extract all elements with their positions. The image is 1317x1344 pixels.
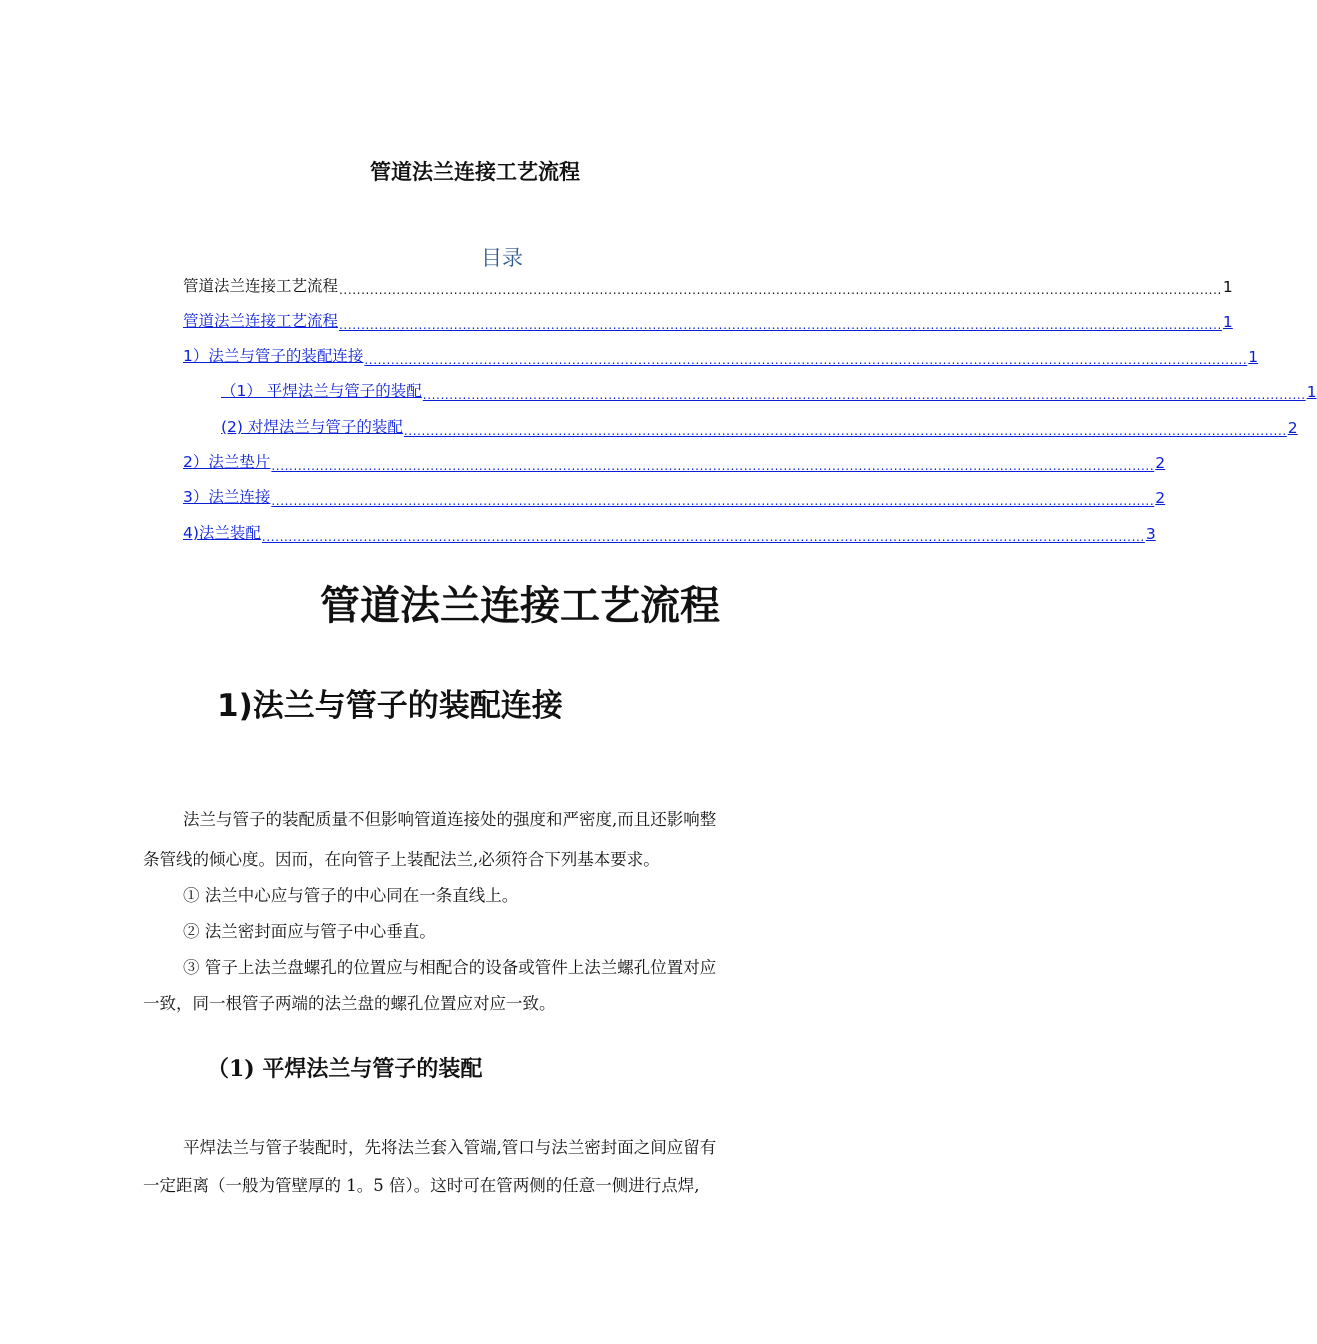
paragraph-line: 法兰与管子的装配质量不但影响管道连接处的强度和严密度,而且还影响整 xyxy=(183,810,717,829)
requirement-item: ③ 管子上法兰盘螺孔的位置应与相配合的设备或管件上法兰螺孔位置对应 xyxy=(183,958,717,977)
toc-entry-page: 1 xyxy=(1222,278,1233,296)
toc-leader-dots: ........................................................................................................................................................................................................ xyxy=(422,388,1306,402)
paragraph-line: 一致，同一根管子两端的法兰盘的螺孔位置应对应一致。 xyxy=(143,994,556,1013)
toc-link-main-title[interactable] xyxy=(183,307,1233,332)
main-title: 管道法兰连接工艺流程 xyxy=(320,583,720,629)
toc-entry-label: 管道法兰连接工艺流程 xyxy=(183,277,339,295)
toc-leader-dots: ........................................................................................................................................................................................................ xyxy=(364,353,1248,367)
toc-entry-page: 1 xyxy=(1306,383,1317,401)
toc-link-subsection-2[interactable] xyxy=(221,413,1298,438)
toc-link-subsection-1[interactable] xyxy=(221,377,1317,402)
requirement-item: ② 法兰密封面应与管子中心垂直。 xyxy=(183,922,436,941)
section-heading-1: 1)法兰与管子的装配连接 xyxy=(217,688,563,724)
subsection-heading-1: （1) 平焊法兰与管子的装配 xyxy=(207,1056,483,1082)
toc-heading: 目录 xyxy=(481,246,523,270)
toc-link-section-1[interactable] xyxy=(183,342,1259,367)
toc-entry-label: 3）法兰连接 xyxy=(183,488,271,506)
requirement-item: ① 法兰中心应与管子的中心同在一条直线上。 xyxy=(183,886,519,905)
toc-entry-label: （1） 平焊法兰与管子的装配 xyxy=(221,382,422,400)
paragraph-line: 平焊法兰与管子装配时，先将法兰套入管端,管口与法兰密封面之间应留有 xyxy=(183,1138,717,1157)
toc-entry-page: 2 xyxy=(1155,454,1166,472)
paragraph-line: 一定距离（一般为管壁厚的 1。5 倍）。这时可在管两侧的任意一侧进行点焊, xyxy=(143,1176,700,1195)
toc-entry-page: 3 xyxy=(1145,525,1156,543)
toc-link-section-3[interactable] xyxy=(183,483,1166,508)
toc-entry-page: 2 xyxy=(1287,419,1298,437)
toc-entry-label: 2）法兰垫片 xyxy=(183,453,271,471)
toc-leader-dots: ........................................................................................................................................................................................................ xyxy=(339,283,1222,297)
toc-leader-dots: ........................................................................................................................................................................................................ xyxy=(271,459,1155,473)
toc-link-section-4[interactable] xyxy=(183,519,1156,544)
toc-entry-label: (2) 对焊法兰与管子的装配 xyxy=(221,418,403,436)
toc-leader-dots: ........................................................................................................................................................................................................ xyxy=(339,318,1222,332)
toc-entry-page: 2 xyxy=(1155,489,1166,507)
toc-link-section-2[interactable] xyxy=(183,448,1166,473)
paragraph-line: 条管线的倾心度。因而，在向管子上装配法兰,必须符合下列基本要求。 xyxy=(143,850,660,869)
toc-entry-page: 1 xyxy=(1222,313,1233,331)
toc-leader-dots: ........................................................................................................................................................................................................ xyxy=(261,530,1145,544)
toc-leader-dots: ........................................................................................................................................................................................................ xyxy=(271,494,1155,508)
toc-entry-label: 4)法兰装配 xyxy=(183,524,261,542)
toc-leader-dots: ........................................................................................................................................................................................................ xyxy=(403,424,1287,438)
toc-entry-page: 1 xyxy=(1248,348,1259,366)
toc-entry-label: 管道法兰连接工艺流程 xyxy=(183,312,339,330)
toc-entry-label: 1）法兰与管子的装配连接 xyxy=(183,347,364,365)
toc-entry-plain xyxy=(183,272,1233,297)
document-title: 管道法兰连接工艺流程 xyxy=(370,159,580,184)
